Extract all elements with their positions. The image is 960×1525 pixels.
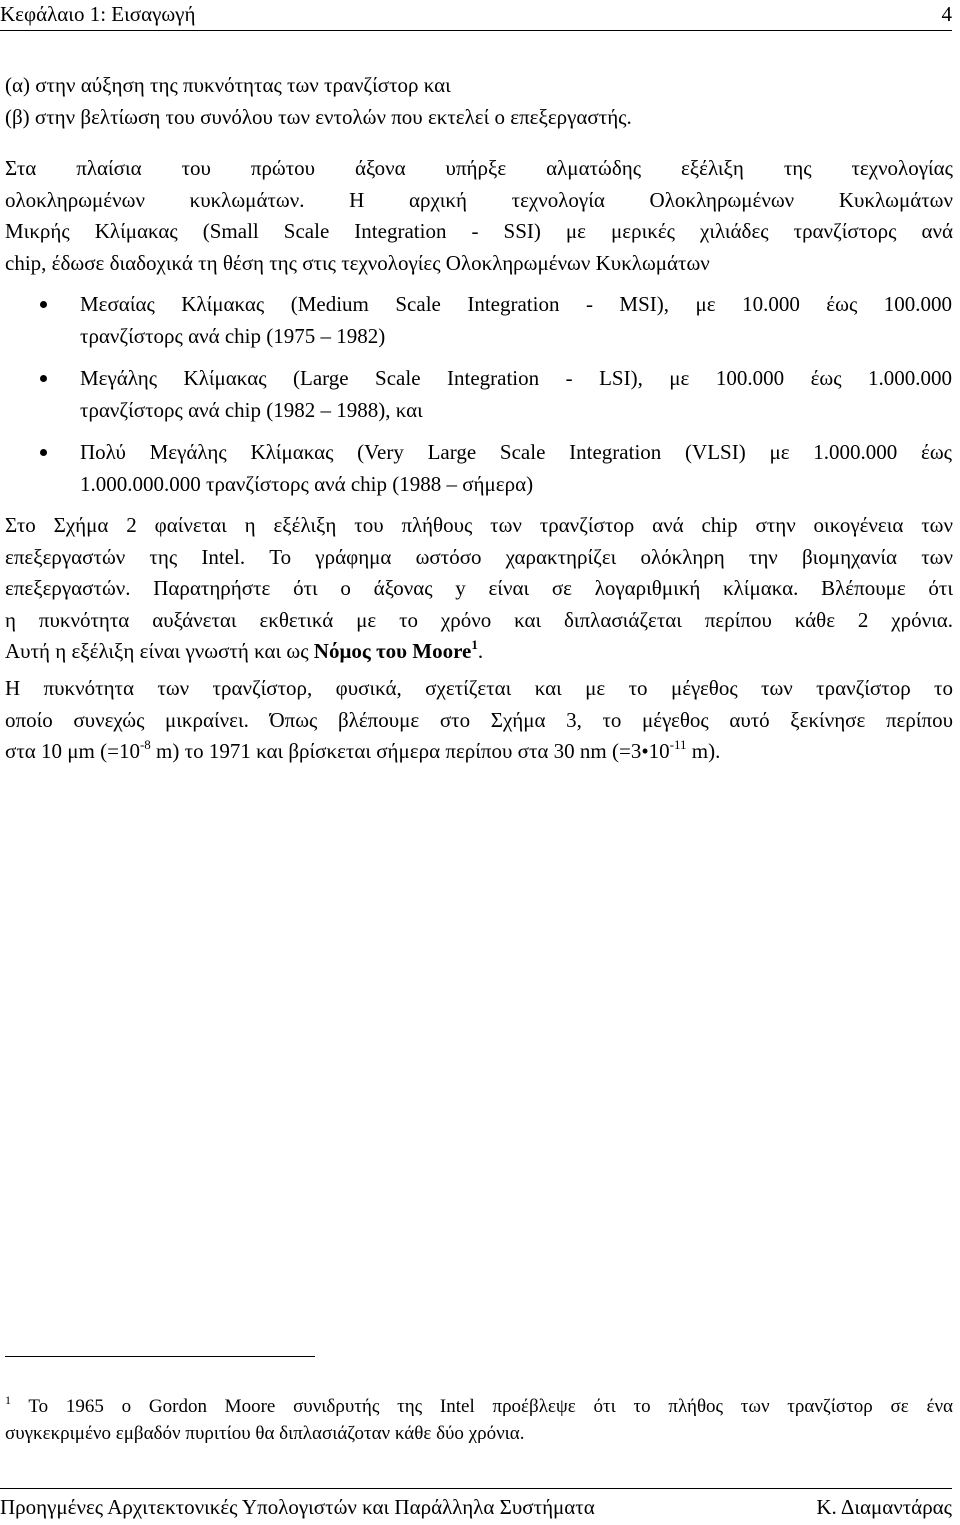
paragraph-3-line [5,736,953,768]
author-name: Κ. Διαμαντάρας [816,1495,952,1519]
footnote [5,1393,953,1447]
text-run: στα 10 μm (=10 [5,739,140,763]
intro-list [5,70,953,133]
text-run: m) το 1971 και βρίσκεται σήμερα περίπου στα 30 nm (=3•10 [150,739,670,763]
exponent: -11 [669,737,687,752]
paragraph-2-line: Στο Σχήμα 2 φαίνεται η εξέλιξη του πλήθους των τρανζίστορ ανά chip στην οικογένεια των [5,513,953,537]
intro-line-b: (β) στην βελτίωση του συνόλου των εντολών που εκτελεί ο επεξεργαστής. [5,104,632,129]
list-item-line: Μεγάλης Κλίμακας (Large Scale Integration - LSI), με 100.000 έως 1.000.000 [80,366,952,390]
page-number: 4 [941,2,952,26]
footnote-separator [5,1356,315,1357]
chapter-title: Κεφάλαιο 1: Εισαγωγή [0,2,196,26]
paragraph-1-line: Στα πλαίσια του πρώτου άξονα υπήρξε αλματώδης εξέλιξη της τεχνολογίας [5,156,953,180]
intro-line-a: (α) στην αύξηση της πυκνότητας των τρανζίστορ και [5,73,451,97]
list-item [40,437,952,500]
footnote-ref: 1 [471,637,478,652]
bullet-icon [40,375,47,382]
text-run: m). [686,739,721,763]
paragraph-3-line: Η πυκνότητα των τρανζίστορ, φυσικά, σχετίζεται και με το μέγεθος των τρανζίστορ το [5,676,953,700]
bullet-icon [40,449,47,456]
paragraph-2-last-line [5,636,953,668]
footnote-line [5,1393,953,1420]
moores-law-term: Νόμος του Moore [313,639,472,663]
text-run: To 1965 ο Gordon Moore συνιδρυτής της Intel προέβλεψε ότι το πλήθος των τρανζίστορ σε ένα [11,1396,953,1417]
text-run: . [477,639,484,663]
list-item-line: τρανζίστορς ανά chip (1982 – 1988), και [80,397,423,422]
paragraph-1 [5,153,953,279]
paragraph-1-line: Μικρής Κλίμακας (Small Scale Integration - SSI) με μερικές χιλιάδες τρανζίστορς ανά [5,219,953,243]
list-item-line: Πολύ Μεγάλης Κλίμακας (Very Large Scale Integration (VLSI) με 1.000.000 έως [80,440,952,464]
text-run: Αυτή η εξέλιξη είναι γνωστή και ως [5,639,314,663]
paragraph-1-line: chip, έδωσε διαδοχικά τη θέση της στις τεχνολογίες Ολοκληρωμένων Κυκλωμάτων [5,250,710,275]
paragraph-2-line: η πυκνότητα αυξάνεται εκθετικά με το χρόνο και διπλασιάζεται περίπου κάθε 2 χρόνια. [5,607,953,632]
footnote-line: συγκεκριμένο εμβαδόν πυριτίου θα διπλασιάζοταν κάθε δύο χρόνια. [5,1423,525,1444]
list-item-line: 1.000.000.000 τρανζίστορς ανά chip (1988 – σήμερα) [80,471,534,496]
page-footer [0,1488,952,1524]
list-item [40,289,952,352]
list-item [40,363,952,426]
bullet-icon [40,301,47,308]
footnote-marker: 1 [5,1393,11,1407]
paragraph-2-line: επεξεργαστών της Intel. Το γράφημα ωστόσο χαρακτηρίζει ολόκληρη την βιομηχανία των [5,544,953,569]
list-item-line: τρανζίστορς ανά chip (1975 – 1982) [80,323,386,348]
paragraph-2 [5,510,953,668]
book-title: Προηγμένες Αρχιτεκτονικές Υπολογιστών και Παράλληλα Συστήματα [0,1495,595,1519]
list-item-line: Μεσαίας Κλίμακας (Medium Scale Integration - MSI), με 10.000 έως 100.000 [80,292,952,316]
paragraph-3-line: οποίο συνεχώς μικραίνει. Όπως βλέπουμε στο Σχήμα 3, το μέγεθος αυτό ξεκίνησε περίπου [5,707,953,732]
integration-scale-list [40,289,952,500]
page-header [0,0,952,31]
paragraph-3 [5,673,953,768]
paragraph-1-line: ολοκληρωμένων κυκλωμάτων. Η αρχική τεχνολογία Ολοκληρωμένων Κυκλωμάτων [5,187,953,212]
paragraph-2-line: επεξεργαστών. Παρατηρήστε ότι ο άξονας y είναι σε λογαριθμική κλίμακα. Βλέπουμε ότι [5,576,953,600]
exponent: -8 [139,737,151,752]
